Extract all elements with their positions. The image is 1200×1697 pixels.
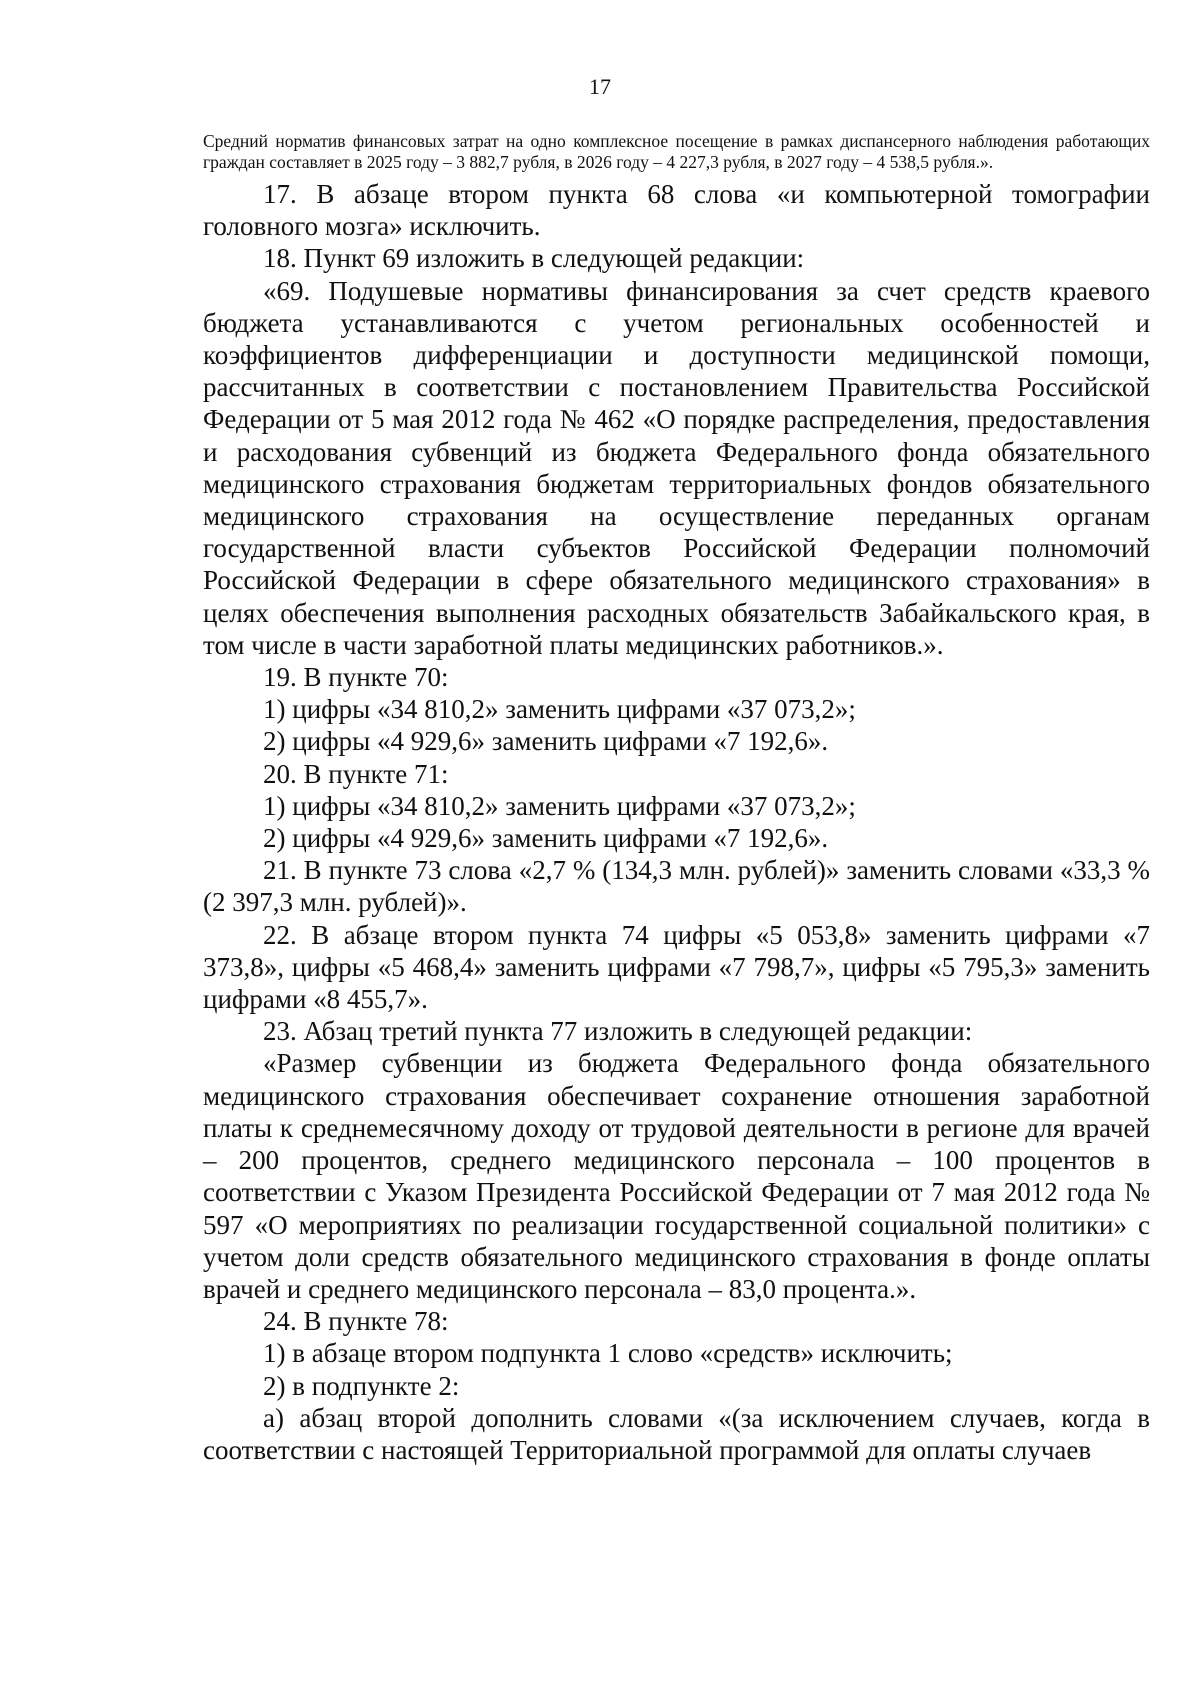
- paragraph-item-19-sub-2: 2) цифры «4 929,6» заменить цифрами «7 192,6».: [263, 726, 829, 757]
- continuation-paragraph: Средний норматив финансовых затрат на одно комплексное посещение в рамках диспансерного наблюдения работающих граждан составляет в 2025 году – 3 882,7 рубля, в 2026 году – 4 227,3 рубля, в 2027 году – 4 538,5 рубля.».: [203, 131, 1150, 172]
- paragraph-item-20-sub-2: 2) цифры «4 929,6» заменить цифрами «7 192,6».: [263, 823, 829, 854]
- paragraph-quote-subvention: «Размер субвенции из бюджета Федерального фонда обязательного медицинского страхования обеспечивает сохранение отношения заработной платы к среднемесячному доходу от трудовой деятельности в регионе для врачей – 200 процентов, среднего медицинского персонала – 100 процентов в соответствии с Указом Президента Российской Федерации от 7 мая 2012 года № 597 «О мероприятиях по реализации государственной социальной политики» с учетом доли средств обязательного медицинского страхования в фонде оплаты врачей и среднего медицинского персонала – 83,0 процента.».: [203, 1048, 1150, 1304]
- paragraph-item-19: 19. В пункте 70:: [263, 662, 449, 693]
- paragraph-item-18: 18. Пункт 69 изложить в следующей редакции:: [263, 243, 805, 274]
- page-number: 17: [589, 74, 611, 99]
- paragraph-item-24: 24. В пункте 78:: [263, 1306, 449, 1337]
- paragraph-item-24-sub-2: 2) в подпункте 2:: [263, 1370, 460, 1401]
- paragraph-item-24-sub-1: 1) в абзаце втором подпункта 1 слово «средств» исключить;: [263, 1338, 953, 1369]
- paragraph-item-24-sub-2-a: а) абзац второй дополнить словами «(за исключением случаев, когда в соответствии с настоящей Территориальной программой для оплаты случаев: [203, 1402, 1150, 1465]
- paragraph-item-20-sub-1: 1) цифры «34 810,2» заменить цифрами «37 073,2»;: [263, 790, 856, 821]
- paragraph-item-19-sub-1: 1) цифры «34 810,2» заменить цифрами «37 073,2»;: [263, 694, 856, 725]
- paragraph-item-23: 23. Абзац третий пункта 77 изложить в следующей редакции:: [263, 1016, 973, 1047]
- paragraph-quote-69: «69. Подушевые нормативы финансирования за счет средств краевого бюджета устанавливаются с учетом региональных особенностей и коэффициентов дифференциации и доступности медицинской помощи, рассчитанных в соответствии с постановлением Правительства Российской Федерации от 5 мая 2012 года № 462 «О порядке распределения, предоставления и расходования субвенций из бюджета Федерального фонда обязательного медицинского страхования бюджетам территориальных фондов обязательного медицинского страхования на осуществление переданных органам государственной власти субъектов Российской Федерации полномочий Российской Федерации в сфере обязательного медицинского страхования» в целях обеспечения выполнения расходных обязательств Забайкальского края, в том числе в части заработной платы медицинских работников.».: [203, 275, 1150, 660]
- paragraph-item-21: 21. В пункте 73 слова «2,7 % (134,3 млн. рублей)» заменить словами «33,3 % (2 397,3 млн. рублей)».: [203, 855, 1150, 918]
- document-body: [203, 131, 1150, 1466]
- paragraph-item-20: 20. В пункте 71:: [263, 758, 449, 789]
- paragraph-item-22: 22. В абзаце втором пункта 74 цифры «5 053,8» заменить цифрами «7 373,8», цифры «5 468,4» заменить цифрами «7 798,7», цифры «5 795,3» заменить цифрами «8 455,7».: [203, 919, 1150, 1015]
- paragraph-item-17: 17. В абзаце втором пункта 68 слова «и компьютерной томографии головного мозга» исключить.: [203, 179, 1150, 242]
